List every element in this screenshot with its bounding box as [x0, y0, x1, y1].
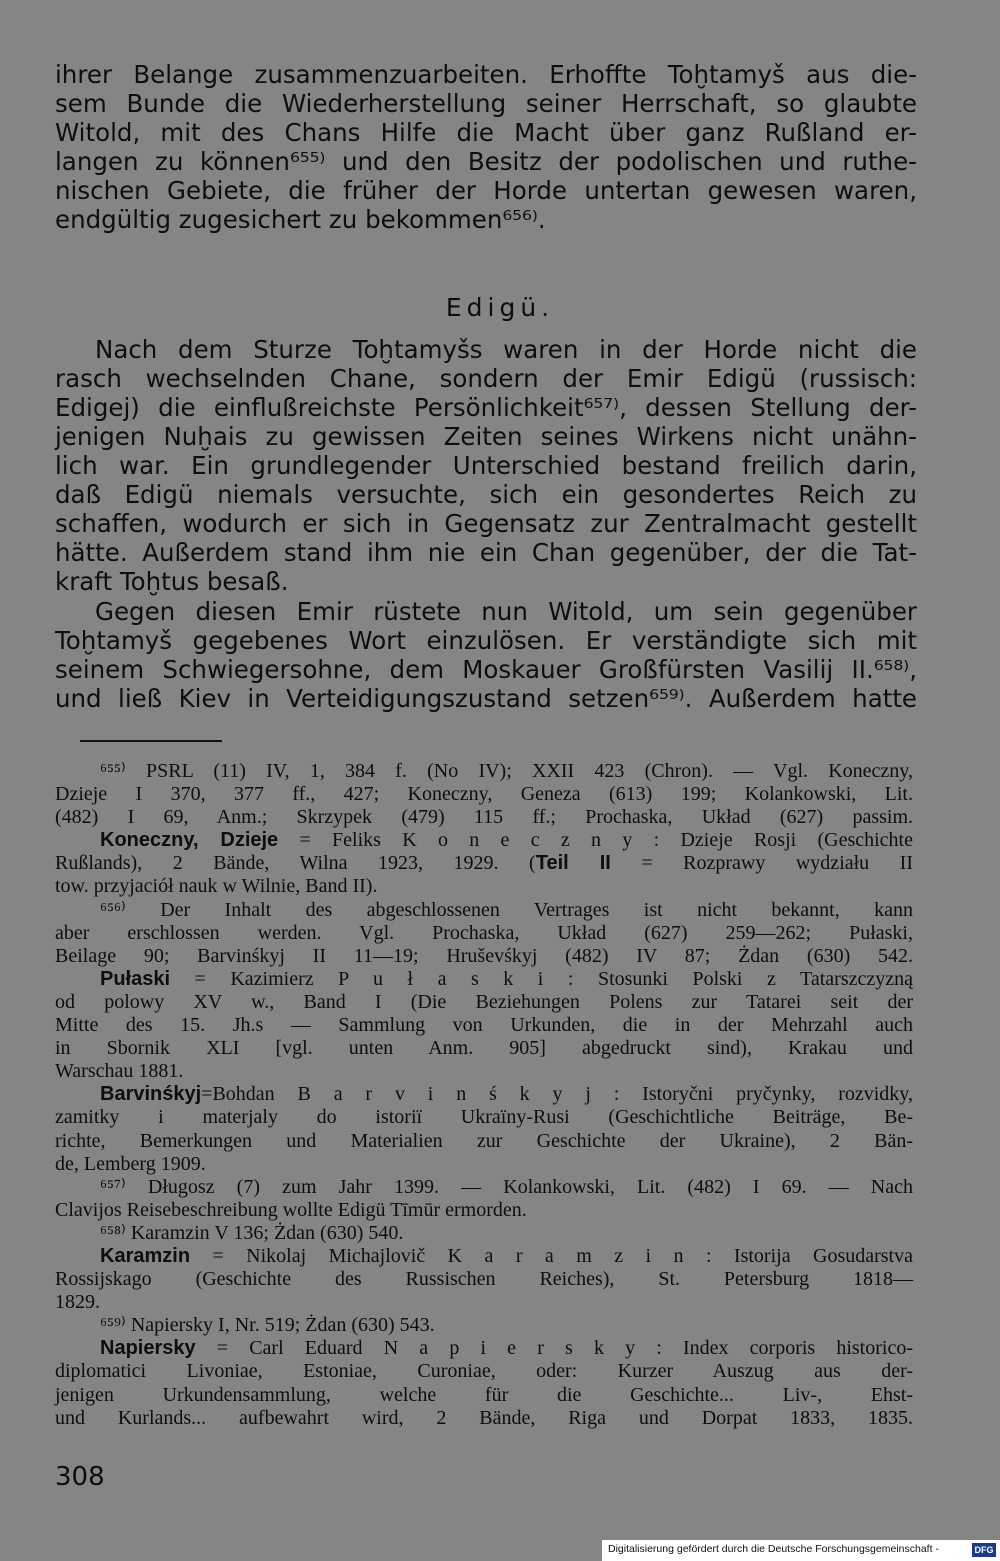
footnote-line: diplomatici Livoniae, Estoniae, Curoniae, oder: Kurzer Auszug aus der- — [55, 1360, 913, 1383]
ref-text: Rußlands), 2 Bände, Wilna 1923, 1929. ( — [55, 852, 536, 875]
ref-label: Napiersky — [100, 1337, 196, 1360]
text-line: sem Bunde die Wiederherstellung seiner Herrschaft, so glaubte — [55, 89, 917, 118]
text-line: nischen Gebiete, die früher der Horde untertan gewesen waren, — [55, 176, 917, 205]
dfg-logo-icon: DFG — [972, 1543, 996, 1557]
ref-label: Barvinśkyj — [100, 1083, 202, 1106]
text-line: Gegen diesen Emir rüstete nun Witold, um sein gegenüber — [95, 597, 917, 626]
text-line: Edigej) die einflußreichste Persönlichkeit⁶⁵⁷⁾, dessen Stellung der- — [55, 393, 917, 422]
footnote-line: in Sbornik XLI [vgl. unten Anm. 905] abgedruckt sind), Krakau und — [55, 1037, 913, 1060]
text-line: Nach dem Sturze Toḫtamyšs waren in der Horde nicht die — [95, 335, 917, 364]
ref-karamzin — [55, 1245, 913, 1268]
ref-napiersky — [55, 1337, 913, 1360]
footnote-line: Warschau 1881. — [55, 1060, 184, 1083]
footnote-line: richte, Bemerkungen und Materialien zur Geschichte der Ukraine), 2 Bän- — [55, 1129, 913, 1152]
footnote-line — [55, 852, 913, 875]
ref-text: = Rozprawy wydziału II — [610, 852, 914, 875]
text-line: hätte. Außerdem stand ihm nie ein Chan gegenüber, der die Tat- — [55, 538, 917, 567]
footnote-line: Beilage 90; Barvinśkyj II 11—19; Hruševśkyj (482) IV 87; Żdan (630) 542. — [55, 944, 913, 967]
ref-text: = Nikolaj Michajlovič K a r a m z i n : Istorija Gosudarstva — [190, 1244, 913, 1267]
footnote-line: (482) I 69, Anm.; Skrzypek (479) 115 ff.; Prochaska, Układ (627) passim. — [55, 806, 913, 829]
footnote-line: jenigen Urkundensammlung, welche für die Geschichte... Liv-, Ehst- — [55, 1383, 913, 1406]
page-number: 308 — [55, 1462, 105, 1492]
ref-label: Koneczny, Dzieje — [100, 829, 279, 852]
footnotes — [55, 760, 913, 1430]
text-line: rasch wechselnden Chane, sondern der Emir Edigü (russisch: — [55, 364, 917, 393]
ref-label: Karamzin — [100, 1244, 191, 1267]
footnote-line: od polowy XV w., Band I (Die Beziehungen Polens zur Tatarei seit der — [55, 990, 913, 1013]
footnote-line: Rossijskago (Geschichte des Russischen Reiches), St. Petersburg 1818— — [55, 1268, 913, 1291]
footer-credit-text: Digitalisierung gefördert durch die Deutsche Forschungsgemeinschaft - — [608, 1543, 939, 1555]
text-line: schaffen, wodurch er sich in Gegensatz zur Zentralmacht gestellt — [55, 509, 917, 538]
text-line: jenigen Nuḫais zu gewissen Zeiten seines Wirkens nicht unähn- — [55, 422, 917, 451]
footnote-line: de, Lemberg 1909. — [55, 1152, 206, 1175]
footnote-line: aber erschlossen werden. Vgl. Prochaska, Układ (627) 259—262; Pułaski, — [55, 921, 913, 944]
footnote-656: ⁶⁵⁶⁾ Der Inhalt des abgeschlossenen Vertrages ist nicht bekannt, kann — [100, 898, 913, 921]
ref-koneczny — [55, 829, 913, 852]
footnote-line: zamitky i materjaly do istoriï Ukraïny-Rusi (Geschichtliche Beiträge, Be- — [55, 1106, 913, 1129]
ref-text: =Bohdan B a r v i n ś k y j : Istoryčni pryčynky, rozvidky, — [201, 1083, 913, 1106]
footnote-657: ⁶⁵⁷⁾ Długosz (7) zum Jahr 1399. — Kolankowski, Lit. (482) I 69. — Nach — [100, 1175, 913, 1198]
ref-label: Pułaski — [100, 967, 171, 990]
text-line: endgültig zugesichert zu bekommen⁶⁵⁶⁾. — [55, 205, 546, 234]
text-line: daß Edigü niemals versuchte, sich ein gesondertes Reich zu — [55, 480, 917, 509]
text-line: seinem Schwiegersohne, dem Moskauer Großfürsten Vasilij II.⁶⁵⁸⁾, — [55, 655, 917, 684]
paragraph-witold — [55, 597, 917, 713]
footnote-separator — [80, 740, 222, 742]
footnote-line: Clavijos Reisebeschreibung wollte Edigü Tīmūr ermorden. — [55, 1198, 527, 1221]
text-line: Toḫtamyš gegebenes Wort einzulösen. Er verständigte sich mit — [55, 626, 917, 655]
digitization-footer — [602, 1540, 1000, 1561]
paragraph-continuation — [55, 60, 917, 234]
ref-text: = Kazimierz P u ł a s k i : Stosunki Polski z Tatarszczyzną — [170, 967, 913, 990]
ref-text: = Feliks K o n e c z n y : Dzieje Rosji (Geschichte — [278, 829, 913, 852]
text-line: langen zu können⁶⁵⁵⁾ und den Besitz der podolischen und ruthe- — [55, 147, 917, 176]
ref-barvinskyj — [55, 1083, 913, 1106]
footnote-line: 1829. — [55, 1291, 100, 1314]
ref-text: = Carl Eduard N a p i e r s k y : Index corporis historico- — [195, 1337, 913, 1360]
footnote-line: Dzieje I 370, 377 ff., 427; Koneczny, Geneza (613) 199; Kolankowski, Lit. — [55, 783, 913, 806]
paragraph-edigu — [55, 335, 917, 596]
ref-label: Teil II — [535, 852, 611, 875]
footnote-659: ⁶⁵⁹⁾ Napiersky I, Nr. 519; Żdan (630) 543. — [100, 1314, 435, 1337]
footnote-655: ⁶⁵⁵⁾ PSRL (11) IV, 1, 384 f. (No IV); XXII 423 (Chron). — Vgl. Koneczny, — [100, 760, 913, 782]
footnote-658: ⁶⁵⁸⁾ Karamzin V 136; Żdan (630) 540. — [100, 1221, 404, 1244]
footnote-line: und Kurlands... aufbewahrt wird, 2 Bände, Riga und Dorpat 1833, 1835. — [55, 1406, 913, 1429]
text-line: Witold, mit des Chans Hilfe die Macht über ganz Rußland er- — [55, 118, 917, 147]
text-line: kraft Toḫtus besaß. — [55, 567, 289, 596]
footnote-line: Mitte des 15. Jh.s — Sammlung von Urkunden, die in der Mehrzahl auch — [55, 1014, 913, 1037]
text-line: ihrer Belange zusammenzuarbeiten. Erhoffte Toḫtamyš aus die- — [55, 60, 917, 89]
ref-pulaski — [55, 968, 913, 991]
section-heading: Edigü. — [445, 293, 555, 322]
text-line: und ließ Kiev in Verteidigungszustand setzen⁶⁵⁹⁾. Außerdem hatte — [55, 684, 917, 713]
text-line: lich war. Ein grundlegender Unterschied bestand freilich darin, — [55, 451, 917, 480]
footnote-line: tow. przyjaciół nauk w Wilnie, Band II). — [55, 875, 378, 898]
